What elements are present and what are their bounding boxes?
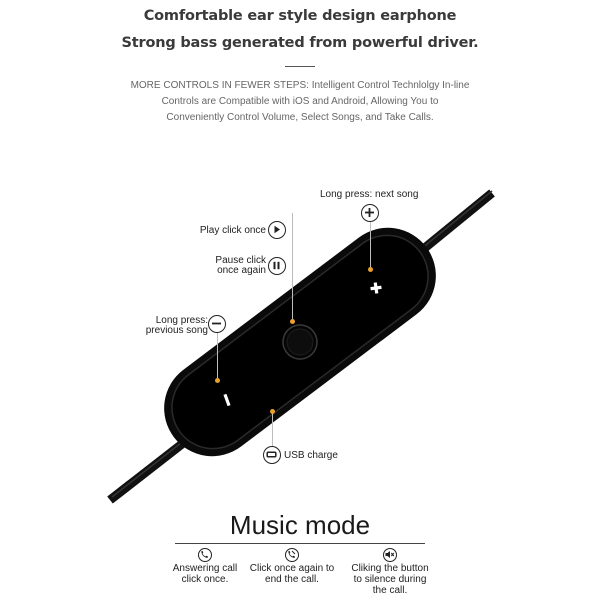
dot-play: [290, 319, 295, 324]
leader-usb: [272, 412, 273, 446]
dot-prev: [215, 378, 220, 383]
minus-circle-icon: [208, 315, 226, 333]
mode-item-end-call: Click once again to end the call.: [237, 548, 347, 584]
leader-next: [370, 222, 371, 268]
headline-2: Strong bass generated from powerful driver.: [121, 35, 479, 51]
phone-answer-icon: [198, 548, 212, 562]
headline-1: Comfortable ear style design earphone: [143, 8, 457, 24]
callout-play: Play click once: [199, 225, 266, 236]
leader-play: [292, 213, 293, 319]
dot-next: [368, 267, 373, 272]
play-circle-icon: [268, 221, 286, 239]
callout-pause: Pause click once again: [215, 255, 266, 276]
music-mode-title: Music mode: [229, 510, 371, 540]
pause-circle-icon: [268, 257, 286, 275]
dot-usb: [270, 409, 275, 414]
music-mode-divider: [175, 543, 425, 544]
callout-previous-song: Long press: previous song: [145, 315, 208, 336]
callout-usb-charge: USB charge: [284, 450, 338, 461]
mute-icon: [383, 548, 397, 562]
description-line: MORE CONTROLS IN FEWER STEPS: Intelligent Control Technlolgy In-line: [130, 80, 470, 91]
leader-prev: [217, 333, 218, 378]
description-line: Controls are Compatible with iOS and Android, Allowing You to: [161, 96, 439, 107]
plus-circle-icon: [361, 204, 379, 222]
callout-next-song: Long press: next song: [320, 189, 419, 200]
description-line: Conveniently Control Volume, Select Songs, and Take Calls.: [166, 112, 434, 123]
phone-end-icon: [285, 548, 299, 562]
usb-port-icon: [263, 446, 281, 464]
mode-item-mute: Cliking the button to silence during the call.: [335, 548, 445, 595]
mode-item-answer: Answering call click once.: [150, 548, 260, 584]
